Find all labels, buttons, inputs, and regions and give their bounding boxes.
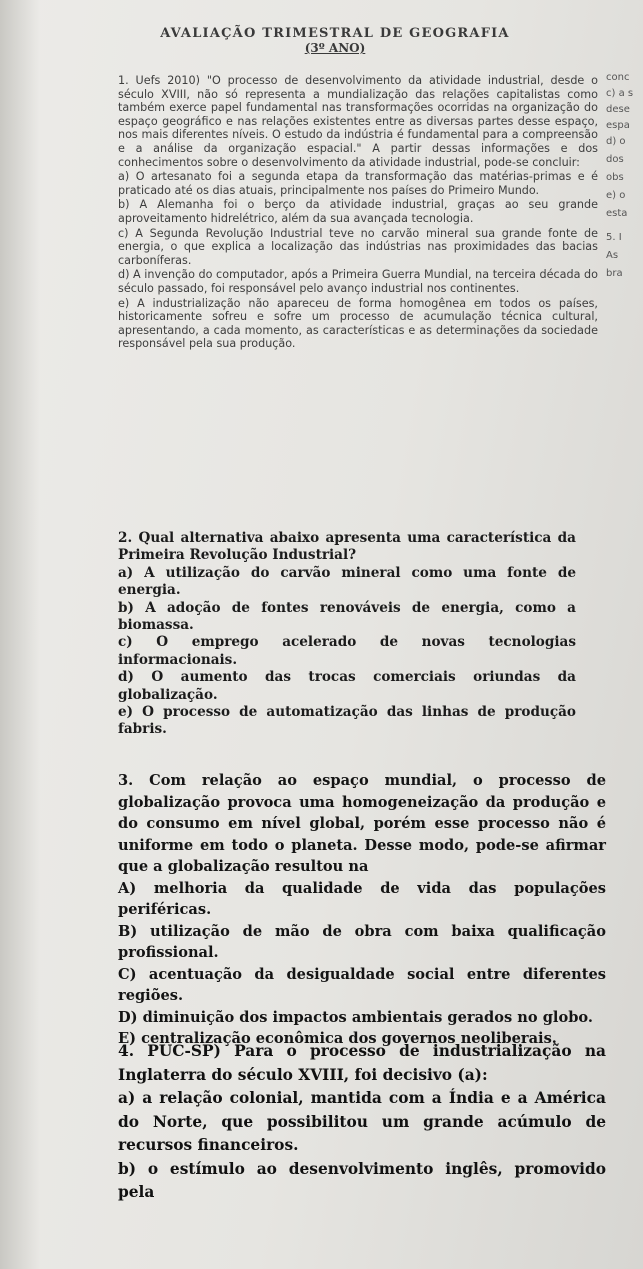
margin-fragment: d) o [606,136,626,147]
question-1-option-b[interactable]: b) A Alemanha foi o berço da atividade industrial, graças ao seu grande aproveitamento hidrelétrico, além da sua avançada tecnologia. [118,198,598,225]
margin-fragment: c) a s [606,88,634,99]
exam-subtitle: (3º ANO) [304,41,366,55]
exam-header [110,26,560,55]
question-2-option-a[interactable]: a) A utilização do carvão mineral como uma fonte de energia. [118,564,576,599]
margin-fragment: espa [606,120,630,131]
question-1-option-d[interactable]: d) A invenção do computador, após a Primeira Guerra Mundial, na terceira década do século passado, foi responsável pelo avanço industrial nos continentes. [118,268,598,295]
page-shadow [0,0,40,1269]
question-4-option-b[interactable]: b) o estímulo ao desenvolvimento inglês, promovido pela [118,1159,606,1201]
margin-fragment: conc [606,72,630,83]
margin-fragment: esta [606,208,628,219]
margin-fragment: 5. I [606,232,622,243]
margin-fragment: As [606,250,619,261]
question-1-option-a[interactable]: a) O artesanato foi a segunda etapa da transformação das matérias-primas e é praticado até os dias atuais, principalmente nos países do Primeiro Mundo. [118,170,598,197]
question-2 [118,530,576,739]
margin-fragment: e) o [606,190,626,201]
question-1 [118,74,598,351]
question-3-option-c[interactable]: C) acentuação da desigualdade social entre diferentes regiões. [118,965,606,1004]
question-3 [118,770,606,1050]
question-1-stem: 1. Uefs 2010) "O processo de desenvolvimento da atividade industrial, desde o século XVIII, não só representa a mundialização das relações capitalistas como também exerce papel fundamental nas transformações ocorridas na organização do espaço geográfico e nas relações existentes entre as diversas partes desse espaço, nos mais diferentes níveis. O estudo da indústria é fundamental para a compreensão e a análise da organização espacial." A partir dessas informações e dos conhecimentos sobre o desenvolvimento da atividade industrial, pode-se concluir: [118,74,598,169]
question-3-stem: 3. Com relação ao espaço mundial, o processo de globalização provoca uma homogeneização da produção e do consumo em nível global, porém esse processo não é uniforme em todo o planeta. Desse modo, pode-se afirmar que a globalização resultou na [118,772,606,875]
margin-fragment: dese [606,104,630,115]
question-4 [118,1040,606,1205]
question-1-option-c[interactable]: c) A Segunda Revolução Industrial teve no carvão mineral sua grande fonte de energia, o que explica a localização das indústrias nas proximidades das bacias carboníferas. [118,226,598,267]
question-2-option-b[interactable]: b) A adoção de fontes renováveis de energia, como a biomassa. [118,599,576,634]
question-4-stem: 4. PUC-SP) Para o processo de industrialização na Inglaterra do século XVIII, foi decisivo (a): [118,1042,606,1084]
question-3-option-e[interactable]: E) centralização econômica dos governos neoliberais. [118,1030,557,1047]
margin-fragment: obs [606,172,624,183]
question-3-option-a[interactable]: A) melhoria da qualidade de vida das populações periféricas. [118,879,606,918]
margin-fragment: dos [606,154,624,165]
question-3-option-d[interactable]: D) diminuição dos impactos ambientais gerados no globo. [118,1008,593,1026]
exam-title: AVALIAÇÃO TRIMESTRAL DE GEOGRAFIA [160,26,510,41]
question-3-option-b[interactable]: B) utilização de mão de obra com baixa qualificação profissional. [118,922,606,961]
question-2-option-e[interactable]: e) O processo de automatização das linhas de produção fabris. [118,704,576,738]
question-2-stem: 2. Qual alternativa abaixo apresenta uma característica da Primeira Revolução Industrial? [118,530,576,564]
question-2-option-d[interactable]: d) O aumento das trocas comerciais oriundas da globalização. [118,669,576,703]
question-4-option-a[interactable]: a) a relação colonial, mantida com a Índia e a América do Norte, que possibilitou um grande acúmulo de recursos financeiros. [118,1089,606,1154]
question-2-option-c[interactable]: c) O emprego acelerado de novas tecnologias informacionais. [118,634,576,668]
margin-fragment: bra [606,268,623,279]
question-1-option-e[interactable]: e) A industrialização não apareceu de forma homogênea em todos os países, historicamente sofreu e sofre um processo de acumulação técnica cultural, apresentando, a cada momento, as características e as determinações da sociedade responsável pela sua produção. [118,296,598,351]
